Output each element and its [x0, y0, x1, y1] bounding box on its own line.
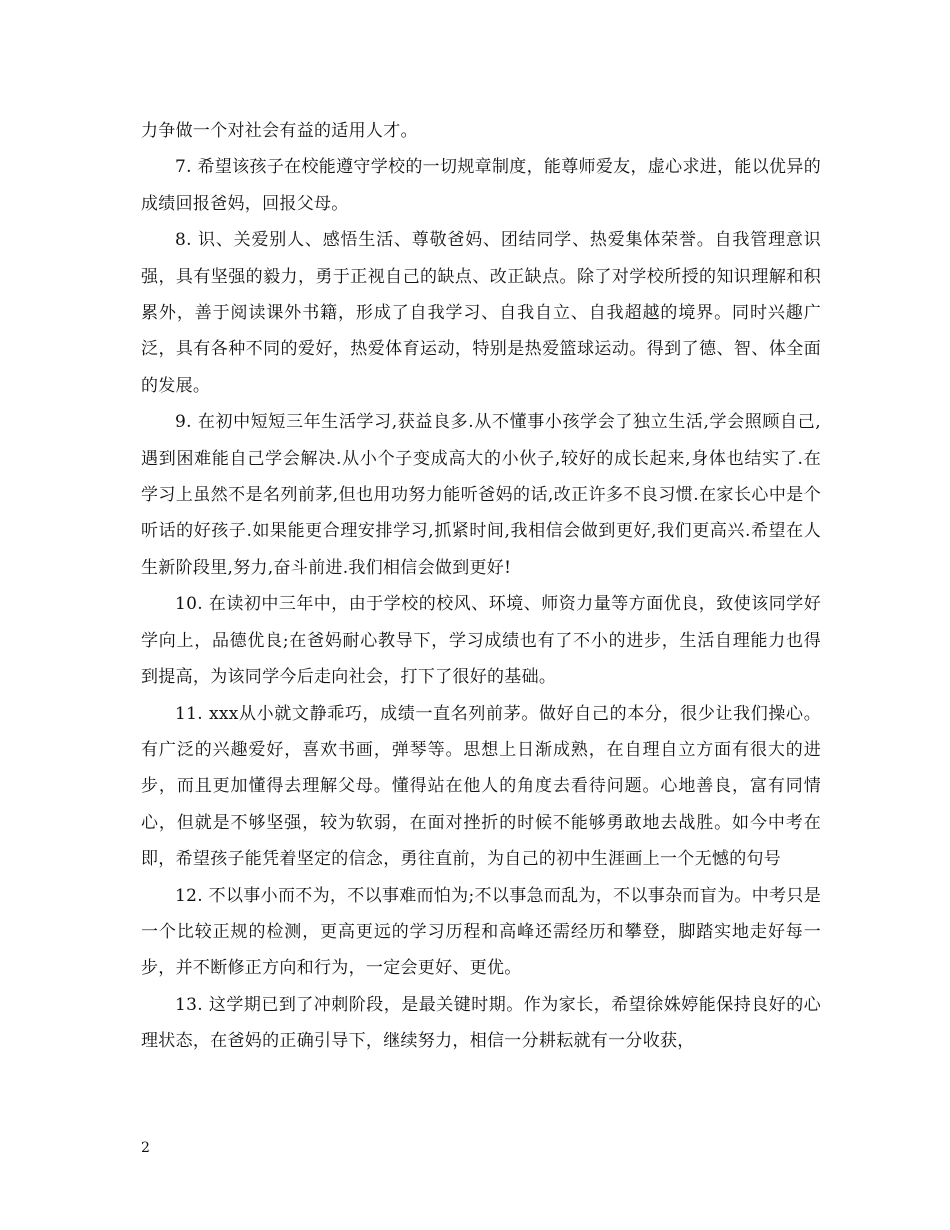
paragraph-13: 13. 这学期已到了冲刺阶段，是最关键时期。作为家长，希望徐姝婷能保持良好的心理状态，在爸妈的正确引导下，继续努力，相信一分耕耘就有一分收获，: [141, 994, 821, 1052]
paragraph-9: 9. 在初中短短三年生活学习,获益良多.从不懂事小孩学会了独立生活,学会照顾自己,遇到困难能自己学会解决.从小个子变成高大的小伙子,较好的成长起来,身体也结实了.在学习上虽然不是名列前茅,但也用功努力能听爸妈的话,改正许多不良习惯.在家长心中是个听话的好孩子.如果能更合理安排学习,抓紧时间,我相信会做到更好,我们更高兴.希望在人生新阶段里,努力,奋斗前进.我们相信会做到更好!: [141, 412, 821, 578]
paragraph-8: 8. 识、关爱别人、感悟生活、尊敬爸妈、团结同学、热爱集体荣誉。自我管理意识强，具有坚强的毅力，勇于正视自己的缺点、改正缺点。除了对学校所授的知识理解和积累外，善于阅读课外书籍，形成了自我学习、自我自立、自我超越的境界。同时兴趣广泛，具有各种不同的爱好，热爱体育运动，特别是热爱篮球运动。得到了德、智、体全面的发展。: [141, 230, 821, 396]
paragraph-12: 12. 不以事小而不为，不以事难而怕为;不以事急而乱为，不以事杂而盲为。中考只是一个比较正规的检测，更高更远的学习历程和高峰还需经历和攀登，脚踏实地走好每一步，并不断修正方向和行为，一定会更好、更优。: [141, 885, 821, 979]
document-body: [141, 113, 821, 1060]
paragraph-7: 7. 希望该孩子在校能遵守学校的一切规章制度，能尊师爱友，虚心求进，能以优异的成绩回报爸妈，回报父母。: [141, 157, 821, 214]
paragraph-10: 10. 在读初中三年中，由于学校的校风、环境、师资力量等方面优良，致使该同学好学向上，品德优良;在爸妈耐心教导下，学习成绩也有了不小的进步，生活自理能力也得到提高，为该同学今后走向社会，打下了很好的基础。: [141, 594, 821, 688]
paragraph-11: 11. xxx从小就文静乖巧，成绩一直名列前茅。做好自己的本分，很少让我们操心。有广泛的兴趣爱好，喜欢书画，弹琴等。思想上日渐成熟，在自理自立方面有很大的进步，而且更加懂得去理解父母。懂得站在他人的角度去看待问题。心地善良，富有同情心，但就是不够坚强，较为软弱，在面对挫折的时候不能够勇敢地去战胜。如今中考在即，希望孩子能凭着坚定的信念，勇往直前，为自己的初中生涯画上一个无憾的句号: [141, 703, 821, 870]
paragraph-continuation: 力争做一个对社会有益的适用人才。: [141, 121, 418, 141]
page-number: 2: [141, 1140, 150, 1156]
